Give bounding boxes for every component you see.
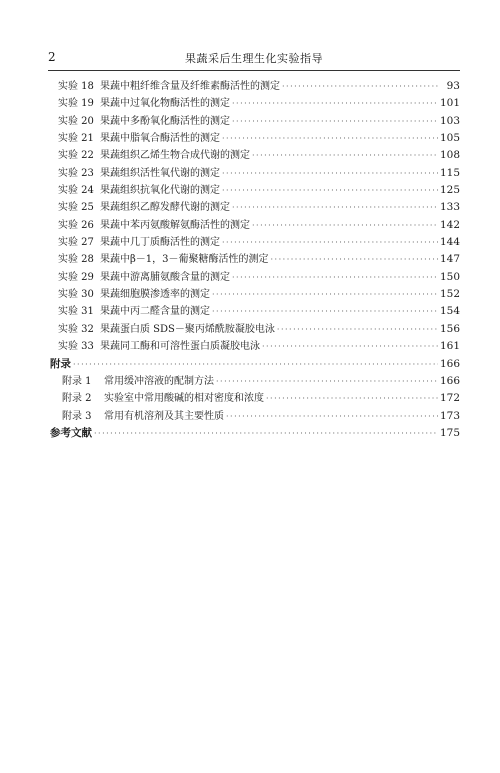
- appendix-heading: 附录: [50, 357, 71, 370]
- entry-label: 实验 27: [58, 237, 94, 249]
- toc-entry[interactable]: [58, 286, 460, 303]
- entry-page: 93: [446, 80, 460, 92]
- entry-label: 实验 30: [58, 289, 94, 301]
- toc-entry[interactable]: [58, 113, 460, 130]
- entry-title: 果蔬蛋白质 SDS－聚丙烯酰胺凝胶电泳: [100, 323, 275, 335]
- toc-appendix-heading[interactable]: [50, 356, 460, 373]
- dot-leader: [277, 321, 438, 338]
- entry-page: 101: [439, 97, 460, 110]
- entry-title: 果蔬组织乙烯生物合成代谢的测定: [100, 150, 250, 162]
- dot-leader: [262, 338, 438, 355]
- entry-page: 105: [439, 132, 460, 145]
- dot-leader: [212, 303, 438, 320]
- entry-page: 133: [439, 201, 460, 214]
- entry-label: 实验 25: [58, 202, 94, 214]
- dot-leader: [282, 78, 440, 95]
- entry-page: 142: [439, 218, 460, 231]
- entry-page: 154: [439, 305, 460, 318]
- toc-entry[interactable]: [58, 303, 460, 320]
- entry-label: 实验 24: [58, 185, 94, 197]
- entry-title: 果蔬中游离脯氨酸含量的测定: [100, 271, 230, 283]
- toc-entry[interactable]: [58, 78, 460, 95]
- entry-page: 125: [439, 184, 460, 197]
- page-number: 2: [48, 50, 56, 64]
- appendix-item-page: 173: [439, 409, 460, 422]
- entry-label: 实验 28: [58, 254, 94, 266]
- toc-entry[interactable]: [58, 95, 460, 112]
- entry-title: 果蔬中过氧化物酶活性的测定: [100, 98, 230, 110]
- entry-page: 115: [439, 166, 460, 179]
- toc-entry[interactable]: [58, 182, 460, 199]
- entry-page: 156: [439, 322, 460, 335]
- toc-entry[interactable]: [58, 321, 460, 338]
- entry-title: 果蔬中苯丙氨酸解氨酶活性的测定: [100, 219, 250, 231]
- dot-leader: [73, 356, 438, 373]
- toc-entry[interactable]: [58, 199, 460, 216]
- toc-entry[interactable]: [58, 130, 460, 147]
- appendix-label: 附录 1: [62, 375, 92, 387]
- entry-title: 果蔬中脂氧合酶活性的测定: [100, 133, 220, 145]
- toc-appendix-item[interactable]: [58, 408, 460, 425]
- appendix-item-page: 172: [439, 392, 460, 405]
- table-of-contents: [50, 78, 460, 442]
- entry-label: 实验 26: [58, 219, 94, 231]
- entry-title: 果蔬中多酚氧化酶活性的测定: [100, 115, 230, 127]
- toc-appendix-item[interactable]: [58, 390, 460, 407]
- entry-label: 实验 31: [58, 306, 94, 318]
- dot-leader: [222, 165, 438, 182]
- toc-entry[interactable]: [58, 234, 460, 251]
- dot-leader: [266, 390, 438, 407]
- entry-title: 果蔬同工酶和可溶性蛋白质凝胶电泳: [100, 341, 260, 353]
- running-title: 果蔬采后生理生化实验指导: [185, 52, 323, 65]
- dot-leader: [222, 130, 438, 147]
- entry-label: 实验 29: [58, 271, 94, 283]
- toc-appendix-item[interactable]: [58, 373, 460, 390]
- appendix-item-page: 166: [439, 374, 460, 387]
- appendix-page: 166: [439, 357, 460, 370]
- toc-entry[interactable]: [58, 217, 460, 234]
- references-page: 175: [439, 426, 460, 439]
- entry-title: 果蔬组织乙醇发酵代谢的测定: [100, 202, 230, 214]
- dot-leader: [222, 234, 438, 251]
- dot-leader: [232, 269, 438, 286]
- entry-label: 实验 19: [58, 98, 94, 110]
- entry-title: 果蔬中丙二醛含量的测定: [100, 306, 210, 318]
- entry-page: 144: [439, 236, 460, 249]
- entry-title: 果蔬中粗纤维含量及纤维素酶活性的测定: [100, 81, 280, 92]
- entry-label: 实验 18: [58, 81, 94, 92]
- toc-entry[interactable]: [58, 251, 460, 268]
- appendix-label: 附录 2: [62, 393, 92, 405]
- toc-entry[interactable]: [58, 165, 460, 182]
- dot-leader: [222, 182, 438, 199]
- dot-leader: [226, 408, 438, 425]
- entry-page: 150: [439, 270, 460, 283]
- entry-label: 实验 23: [58, 167, 94, 179]
- entry-label: 实验 33: [58, 341, 94, 353]
- entry-label: 实验 21: [58, 133, 94, 145]
- entry-page: 152: [439, 288, 460, 301]
- dot-leader: [94, 425, 438, 442]
- appendix-label: 附录 3: [62, 410, 92, 422]
- entry-page: 147: [439, 253, 460, 266]
- dot-leader: [232, 199, 438, 216]
- dot-leader: [212, 286, 438, 303]
- toc-references[interactable]: [50, 425, 460, 442]
- appendix-title: 实验室中常用酸碱的相对密度和浓度: [104, 393, 264, 405]
- dot-leader: [232, 95, 438, 112]
- dot-leader: [232, 113, 438, 130]
- page-header: [48, 48, 460, 71]
- entry-label: 实验 22: [58, 150, 94, 162]
- dot-leader: [216, 373, 438, 390]
- entry-title: 果蔬细胞膜渗透率的测定: [100, 289, 210, 301]
- appendix-title: 常用有机溶剂及其主要性质: [104, 410, 224, 422]
- toc-entry[interactable]: [58, 147, 460, 164]
- entry-title: 果蔬中几丁质酶活性的测定: [100, 237, 220, 249]
- references-heading: 参考文献: [50, 426, 92, 439]
- toc-entry[interactable]: [58, 338, 460, 355]
- entry-page: 103: [439, 114, 460, 127]
- appendix-title: 常用缓冲溶液的配制方法: [104, 375, 214, 387]
- entry-title: 果蔬中β－1，3－葡聚糖酶活性的测定: [100, 254, 269, 266]
- dot-leader: [271, 251, 438, 268]
- entry-page: 161: [439, 340, 460, 353]
- entry-title: 果蔬组织抗氧化代谢的测定: [100, 185, 220, 197]
- entry-title: 果蔬组织活性氧代谢的测定: [100, 167, 220, 179]
- entry-page: 108: [439, 149, 460, 162]
- entry-label: 实验 32: [58, 323, 94, 335]
- entry-label: 实验 20: [58, 115, 94, 127]
- dot-leader: [252, 217, 438, 234]
- dot-leader: [252, 147, 438, 164]
- toc-entry[interactable]: [58, 269, 460, 286]
